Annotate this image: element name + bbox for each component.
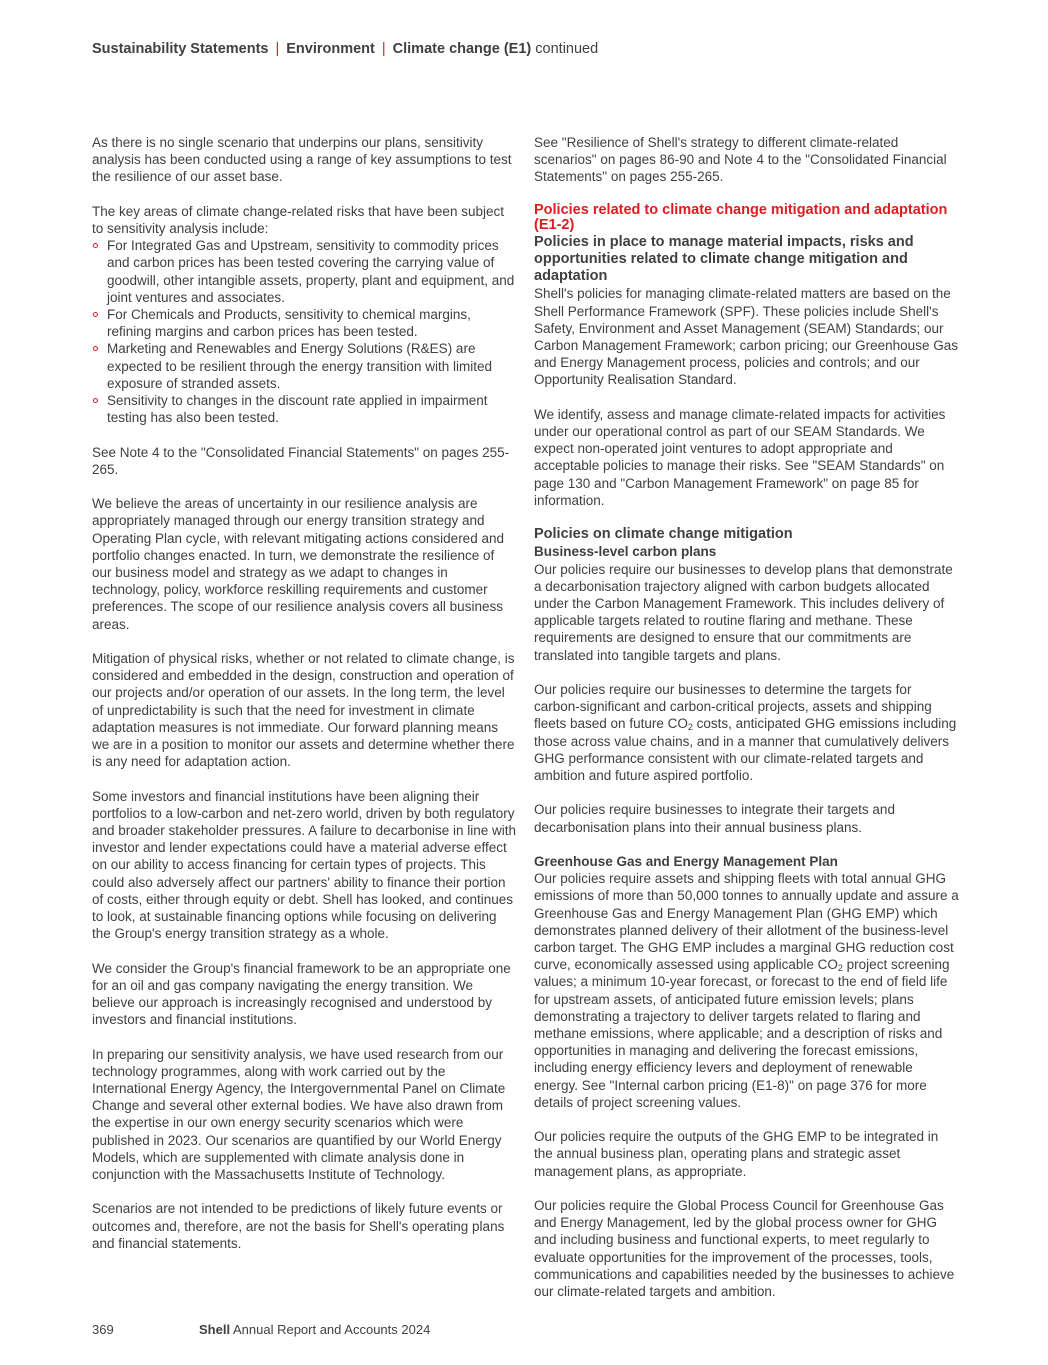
page-number: 369: [92, 1322, 114, 1337]
report-title: Annual Report and Accounts 2024: [232, 1322, 431, 1337]
paragraph: See "Resilience of Shell's strategy to different climate-related scenarios" on pages 86-90 and Note 4 to the "Consolidated Financial Statements" on pages 255-265.: [534, 135, 947, 185]
right-column: [534, 134, 959, 1317]
paragraph: We believe the areas of uncertainty in our resilience analysis are appropriately managed through our energy transition strategy and Operating Plan cycle, with relevant mitigating actions considered and portfolio changes enacted. In turn, we demonstrate the resilience of our business model and strategy as we adapt to changes in technology, policy, workforce reskilling requirements and customer preferences. The scope of our resilience analysis covers all business areas.: [92, 496, 504, 632]
paragraph: Our policies require our businesses to develop plans that demonstrate a decarbonisation trajectory aligned with carbon budgets allocated under the Carbon Management Framework. This includes delivery of applicable targets related to routine flaring and methane. These requirements are designed to ensure that our commitments are translated into tangible targets and plans.: [534, 561, 953, 663]
section-heading: Policies related to climate change mitigation and adaptation (E1-2): [534, 201, 948, 234]
paragraph: We consider the Group's financial framework to be an appropriate one for an oil and gas company navigating the energy transition. We believe our approach is increasingly recognised and understood by investors and financial institutions.: [92, 960, 511, 1028]
paragraph: Shell's policies for managing climate-related matters are based on the Shell Performance Framework (SPF). These policies include Shell's Safety, Environment and Asset Management (SEAM) Standards; our Carbon Management Framework; carbon pricing; our Greenhouse Gas and Energy Management process, policies and controls; and our Opportunity Realisation Standard.: [534, 286, 958, 388]
subsection-heading: Policies in place to manage material impacts, risks and opportunities related to climate change mitigation and adaptation: [534, 233, 914, 285]
list-item: Marketing and Renewables and Energy Solutions (R&ES) are expected to be resilient through the energy transition with limited exposure of stranded assets.: [92, 340, 516, 392]
subscript: 2: [687, 722, 693, 733]
header-section-sustainability: Sustainability Statements: [92, 41, 269, 57]
minor-heading: Business-level carbon plans: [534, 544, 717, 560]
list-item: Sensitivity to changes in the discount rate applied in impairment testing has also been tested.: [92, 392, 516, 426]
header-section-environment: Environment: [286, 41, 375, 57]
paragraph: Our policies require the Global Process Council for Greenhouse Gas and Energy Management, led by the global process owner for GHG and including business and functional experts, to meet regularly to evaluate opportunities for the improvement of the processes, tools, communications and capabilities needed by the businesses to achieve our climate-related targets and ambition.: [534, 1198, 955, 1300]
paragraph: Our policies require businesses to integrate their targets and decarbonisation plans into their annual business plans.: [534, 802, 895, 835]
risk-bullet-list: [92, 237, 516, 426]
paragraph: The key areas of climate change-related risks that have been subject to sensitivity analysis include:: [92, 203, 504, 236]
paragraph: Our policies require the outputs of the GHG EMP to be integrated in the annual business plan, operating plans and strategic asset management plans, as appropriate.: [534, 1129, 939, 1179]
paragraph: Mitigation of physical risks, whether or not related to climate change, is considered and embedded in the design, construction and operation of our projects and/or operation of our assets. In the long term, the level of unpredictability is such that the need for investment in climate adaptation measures is not immediate. Our forward planning means we are in a position to monitor our assets and determine whether there is any need for adaptation action.: [92, 651, 515, 770]
paragraph: Scenarios are not intended to be predictions of likely future events or outcomes and, therefore, are not the basis for Shell's operating plans and financial statements.: [92, 1201, 505, 1251]
paragraph: Some investors and financial institutions have been aligning their portfolios to a low-carbon and net-zero world, driven by both regulatory and broader stakeholder pressures. A failure to decarbonise in line with investor and lender expectations could have a material adverse effect on our ability to access financing for certain types of projects. This could also adversely affect our partners' ability to finance their portion of costs, either through equity or debt. Shell has looked, and continues to look, at sustainable financing options while focusing on delivering the Group's energy transition strategy as a whole.: [92, 788, 517, 942]
page-footer: [92, 1322, 430, 1337]
paragraph: We identify, assess and manage climate-related impacts for activities under our operational control as part of our SEAM Standards. We expect non-operated joint ventures to adopt appropriate and acceptable policies to manage their risks. See "SEAM Standards" on page 130 and "Carbon Management Framework" on page 85 for information.: [534, 406, 946, 508]
header-continued: continued: [535, 41, 599, 57]
paragraph: Our policies require assets and shipping fleets with total annual GHG emissions of more than 50,000 tonnes to annually update and assure a Greenhouse Gas and Energy Management Plan (GHG EMP) which demonstrates planned delivery of their allotment of the business-level carbon target. The GHG EMP includes a marginal GHG reduction cost curve, economically assessed using applicable $CO_2$ project screening values; a minimum 10-year forecast, or forecast to the end of field life for upstream assets, of anticipated future emission levels; plans demonstrating a trajectory to deliver targets related to flaring and methane emissions, where applicable; and a description of risks and opportunities in managing and delivering the forecast emissions, including energy efficiency levers and deployment of renewable energy. See "Internal carbon pricing (E1-8)" on page 376 for more details of project screening values.: [534, 871, 959, 1110]
minor-heading: Greenhouse Gas and Energy Management Plan: [534, 854, 838, 870]
paragraph: Our policies require our businesses to determine the targets for carbon-significant and carbon-critical projects, assets and shipping fleets based on future $CO_2$ costs, anticipated GHG emissions including those across value chains, and in a manner that cumulatively delivers GHG performance consistent with our climate-related targets and ambition and future aspired portfolio.: [534, 682, 957, 784]
list-item: For Integrated Gas and Upstream, sensitivity to commodity prices and carbon prices has been tested covering the carrying value of goodwill, other intangible assets, property, plant and equipment, and joint ventures and associates.: [92, 237, 516, 306]
left-column: [92, 134, 516, 1269]
header-separator: |: [275, 41, 280, 57]
subscript: 2: [837, 963, 843, 974]
list-item: For Chemicals and Products, sensitivity to chemical margins, refining margins and carbon prices has been tested.: [92, 306, 516, 340]
paragraph: See Note 4 to the "Consolidated Financial Statements" on pages 255-265.: [92, 444, 510, 477]
brand-name: Shell: [199, 1322, 231, 1337]
running-header: [92, 41, 598, 57]
header-separator: |: [381, 41, 386, 57]
subsection-heading: Policies on climate change mitigation: [534, 526, 793, 543]
paragraph: In preparing our sensitivity analysis, we have used research from our technology programmes, along with work carried out by the International Energy Agency, the Intergovernmental Panel on Climate Change and several other external bodies. We have also drawn from the expertise in our own energy security scenarios which were published in 2023. Our scenarios are quantified by our World Energy Models, which are supplemented with climate analysis done in conjunction with the Massachusetts Institute of Technology.: [92, 1046, 506, 1183]
paragraph: As there is no single scenario that underpins our plans, sensitivity analysis has been conducted using a range of key assumptions to test the resilience of our asset base.: [92, 135, 512, 185]
header-section-climate-change: Climate change (E1): [392, 41, 532, 57]
